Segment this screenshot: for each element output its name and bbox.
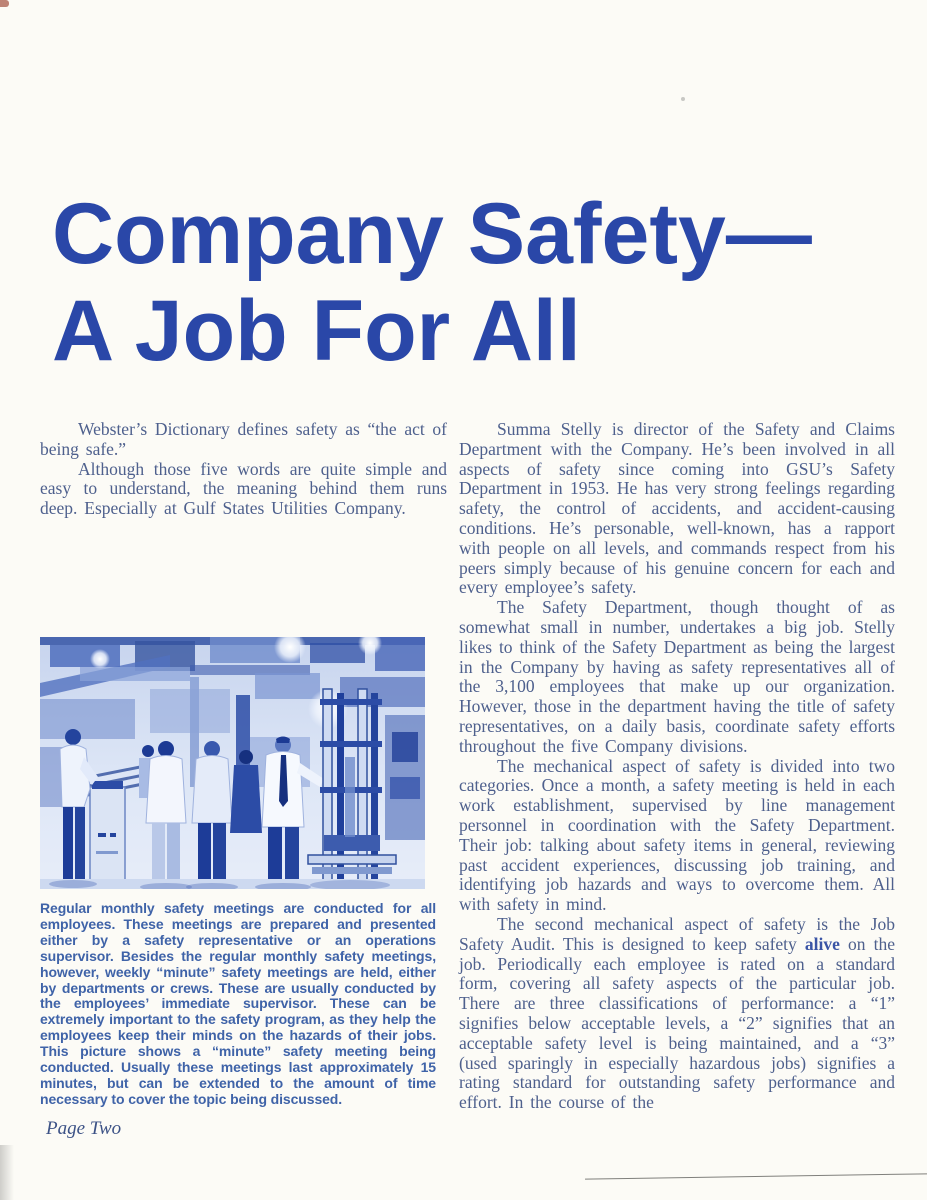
scan-dust-speck: [681, 97, 685, 101]
pedestal: [90, 781, 125, 883]
paragraph-article-2: The Safety Department, though thought of as somewhat small in number, undertakes a big job. Stelly likes to think of the Safety Department as being the largest in the Company by having as safety representatives all of the 3,100 employees that make up our organization. However, those in the department having the title of safety representatives, on a daily basis, coordinate safety efforts throughout the five Company divisions.: [459, 597, 895, 756]
scan-corner-shadow: [0, 1145, 14, 1200]
scan-binding-mark: [0, 0, 9, 7]
scan-hairline-artifact: [585, 1173, 927, 1179]
paragraph-intro-2: Although those five words are quite simple and easy to understand, the meaning behind them runs deep. Especially at Gulf States Utilities Company.: [40, 458, 447, 519]
paragraph-intro-1: Webster’s Dictionary defines safety as “the act of being safe.”: [40, 419, 447, 459]
safety-meeting-photo: [40, 637, 425, 889]
page-number: Page Two: [46, 1118, 122, 1139]
article-title-line1: Company Safety—: [52, 186, 812, 282]
safety-meeting-photo-art: [40, 637, 425, 889]
paragraph-article-4-text: The second mechanical aspect of safety is the Job Safety Audit. This is designed to keep safety: [459, 913, 895, 954]
paragraph-article-3: The mechanical aspect of safety is divided into two categories. Once a month, a safety meeting is held in each work establishment, supervised by line management personnel in coordination with the Safety Department. Their job: talking about safety items in general, reviewing past accident experiences, discussing job training, and identifying job hazards and ways to overcome them. All with safety in mind.: [459, 755, 895, 915]
paragraph-article-1: Summa Stelly is director of the Safety and Claims Department with the Company. He’s been involved in all aspects of safety since coming into GSU’s Safety Department in 1953. He has very strong feelings regarding safety, the control of accidents, and accident-causing conditions. He’s personable, well-known, has a rapport with people on all levels, and commands respect from his peers simply because of his genuine concern for each and every employee’s safety.: [459, 419, 895, 598]
paragraph-article-4: [459, 915, 895, 1113]
paragraph-article-4-text-cont: on the job. Periodically each employee is rated on a standard form, covering all safety aspects of the particular job. There are three classifications of performance: a “1” signifies below acceptable levels, a “2” signifies that an acceptable safety level is being maintained, and a “3” (used sparingly in especially hazardous jobs) signifies a rating standard for outstanding safety performance and effort. In the course of the: [459, 933, 895, 1113]
photo-caption: Regular monthly safety meetings are conducted for all employees. These meetings are prepared and presented either by a safety representative or an operations supervisor. Besides the regular monthly safety meetings, however, weekly “minute” safety meetings are held, either by departments or crews. These are usually conducted by the employees’ immediate supervisor. These can be extremely important to the safety program, as they help the employees keep their minds on the hazards of their jobs. This picture shows a “minute” safety meeting being conducted. Usually these meetings last approximately 15 minutes, but can be extended to the amount of time necessary to cover the topic being discussed.: [40, 900, 436, 1107]
emphasized-word-alive: alive: [804, 933, 840, 954]
article-title-line2: A Job For All: [52, 283, 581, 379]
left-column-intro: [40, 420, 447, 519]
floor: [40, 879, 425, 889]
right-column: [459, 420, 895, 1113]
article-title: [52, 186, 812, 380]
